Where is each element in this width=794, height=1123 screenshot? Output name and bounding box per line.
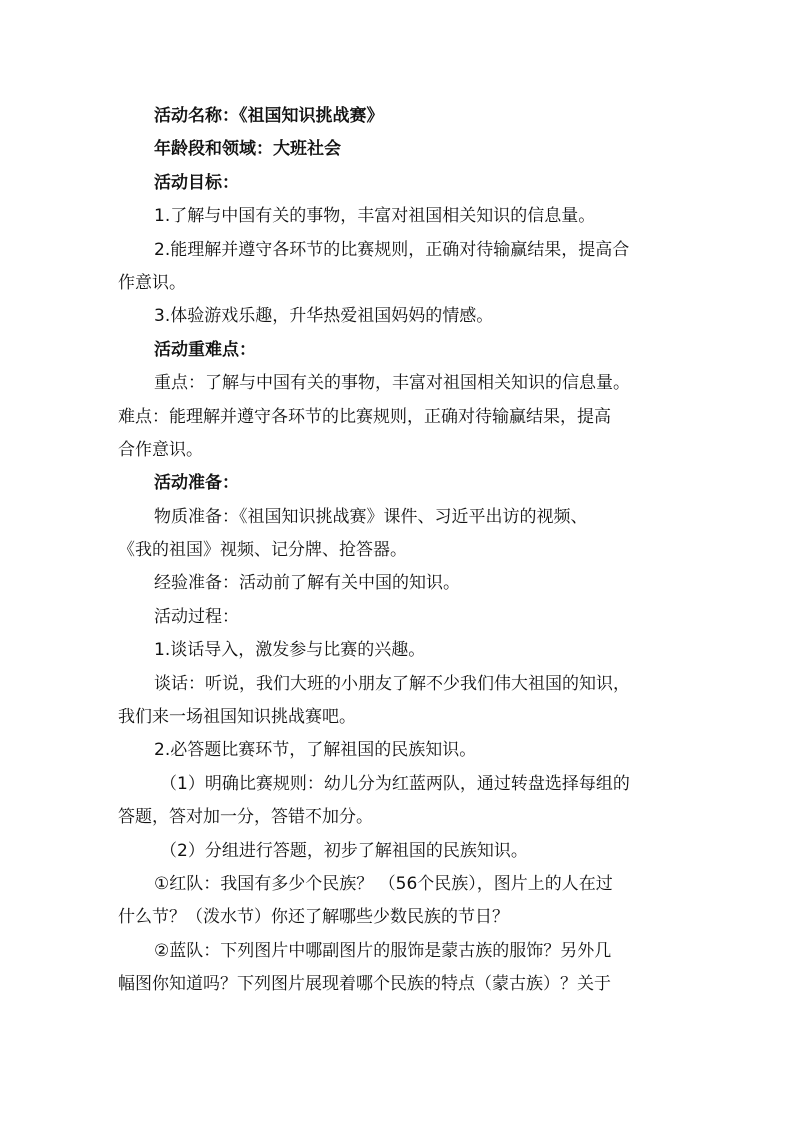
key-difficult-points-heading: 活动重难点： — [154, 339, 256, 360]
paragraph-line: （2）分组进行答题，初步了解祖国的民族知识。 — [160, 840, 528, 861]
paragraph-line: 物质准备：《祖国知识挑战赛》课件、习近平出访的视频、 — [154, 506, 588, 527]
paragraph-line: 2.能理解并遵守各环节的比赛规则，正确对待输赢结果，提高合 — [154, 239, 630, 260]
activity-preparation-heading: 活动准备： — [154, 473, 239, 494]
document-body — [118, 100, 680, 1002]
paragraph-line: 答题，答对加一分，答错不加分。 — [118, 807, 373, 828]
activity-process-heading: 活动过程： — [154, 606, 239, 627]
paragraph-line: 什么节？（泼水节）你还了解哪些少数民族的节日？ — [118, 907, 509, 928]
activity-name-heading: 活动名称：《祖国知识挑战赛》 — [154, 106, 384, 126]
paragraph-line: ②蓝队：下列图片中哪副图片的服饰是蒙古族的服饰？另外几 — [154, 940, 612, 961]
paragraph-line: 《我的祖国》视频、记分牌、抢答器。 — [118, 540, 407, 561]
paragraph-line: 作意识。 — [118, 272, 186, 293]
paragraph-line: ①红队：我国有多少个民族？ （56个民族），图片上的人在过 — [154, 873, 613, 894]
paragraph-line: 难点：能理解并遵守各环节的比赛规则，正确对待输赢结果，提高 — [118, 406, 611, 427]
activity-goals-heading: 活动目标： — [154, 172, 239, 193]
paragraph-line: 重点：了解与中国有关的事物，丰富对祖国相关知识的信息量。 — [154, 373, 630, 394]
paragraph-line: 1.谈话导入，激发参与比赛的兴趣。 — [154, 640, 426, 661]
paragraph-line: （1）明确比赛规则：幼儿分为红蓝两队，通过转盘选择每组的 — [160, 773, 630, 794]
age-and-domain-heading: 年龄段和领域：大班社会 — [154, 139, 341, 160]
paragraph-line: 我们来一场祖国知识挑战赛吧。 — [118, 707, 356, 728]
paragraph-line: 3.体验游戏乐趣，升华热爱祖国妈妈的情感。 — [154, 306, 494, 327]
paragraph-line: 2.必答题比赛环节，了解祖国的民族知识。 — [154, 740, 477, 761]
paragraph-line: 谈话：听说，我们大班的小朋友了解不少我们伟大祖国的知识， — [154, 673, 630, 694]
paragraph-line: 合作意识。 — [118, 439, 203, 460]
paragraph-line: 幅图你知道吗？下列图片展现着哪个民族的特点（蒙古族）？关于 — [118, 974, 611, 995]
paragraph-line: 经验准备：活动前了解有关中国的知识。 — [154, 573, 460, 594]
paragraph-line: 1.了解与中国有关的事物，丰富对祖国相关知识的信息量。 — [154, 206, 596, 227]
